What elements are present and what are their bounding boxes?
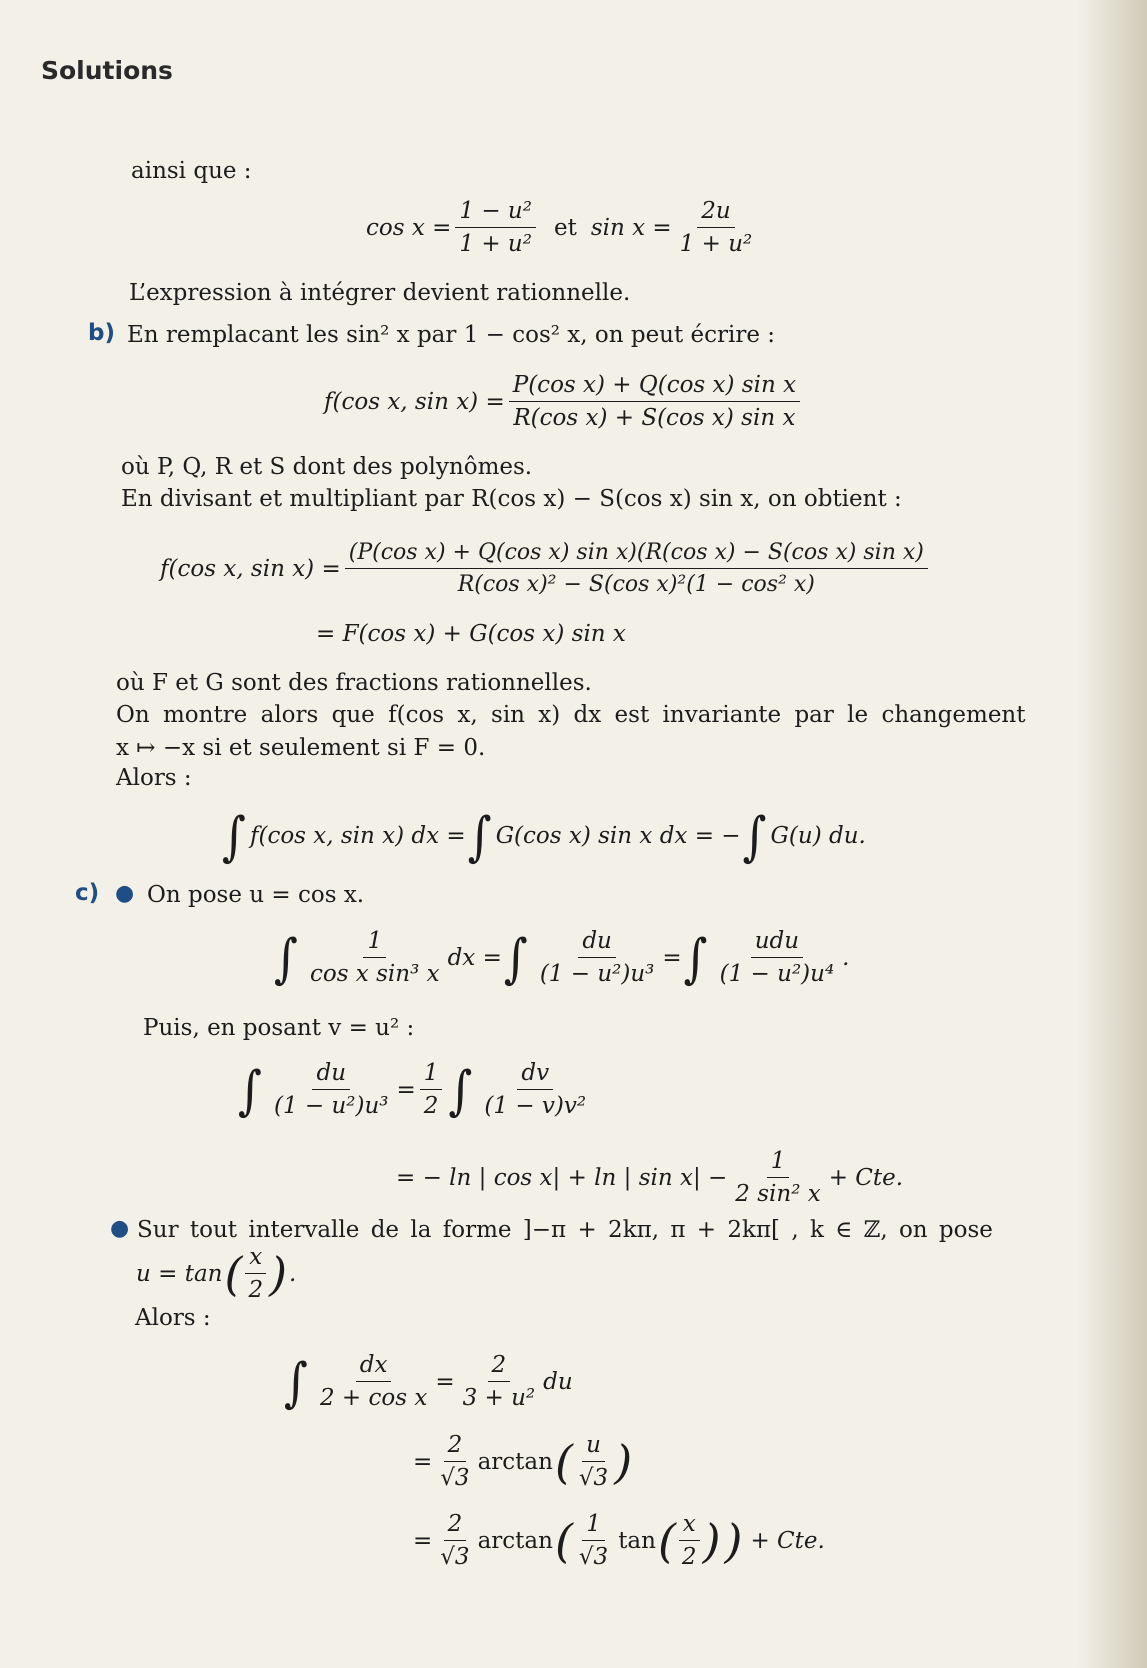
c-eq2-eq: = xyxy=(396,1076,416,1103)
c-eq3-eq3: = xyxy=(413,1527,433,1554)
c-eq2-line2 xyxy=(396,1148,903,1207)
c-eq1-frac3: $\frac{\text{udu}}{\text{(1 − u²)u⁴}}$ xyxy=(719,928,835,987)
b-line7: Alors : xyxy=(116,765,192,791)
paren-left: ( xyxy=(657,1513,676,1568)
paren-right: ) xyxy=(269,1246,288,1301)
paren-right: ) xyxy=(724,1513,743,1568)
f-fraction: $\frac{\text{P(cos x) + Q(cos x) sin x}}{\text{R(cos x) + S(cos x) sin x}}$ xyxy=(509,372,800,431)
g-equation xyxy=(160,540,932,597)
int-part3: G(u) du. xyxy=(770,823,866,849)
c-eq3-frac4: $\frac{u}{√3}$ xyxy=(578,1432,609,1491)
bullet-1: ● xyxy=(115,881,135,906)
page-edge-shadow xyxy=(1077,0,1147,1668)
b-line6: x ↦ −x si et seulement si F = 0. xyxy=(116,735,486,761)
c-eq3-line2 xyxy=(413,1432,634,1491)
arctan-word: arctan xyxy=(477,1448,553,1475)
c-eq3-du: du xyxy=(543,1368,573,1395)
int-part2: G(cos x) sin x dx = − xyxy=(495,823,741,849)
sin-lhs: sin x = xyxy=(590,214,672,241)
integral-sign: ∫ xyxy=(238,1058,262,1121)
c-eq2-line2-b: + Cte. xyxy=(828,1164,904,1191)
b-line4: où F et G sont des fractions rationnelles. xyxy=(116,670,592,696)
integral-equation xyxy=(220,804,866,868)
integral-sign: ∫ xyxy=(742,804,767,868)
page-header: Solutions xyxy=(41,56,173,85)
intro-text: ainsi que : xyxy=(131,158,252,184)
c-eq1-frac2: $\frac{du}{\text{(1 − u²)u³}}$ xyxy=(539,928,655,987)
c-eq2-frac2: $\frac{dv}{\text{(1 − v)v²}}$ xyxy=(484,1060,587,1119)
c-eq2-line2-frac: $\frac{1}{\text{2 sin² x}}$ xyxy=(735,1148,821,1207)
c-eq3-frac3: $\frac{2}{√3}$ xyxy=(440,1432,470,1491)
integral-sign: ∫ xyxy=(467,804,492,868)
cos-sin-equation xyxy=(366,198,760,257)
paren-left: ( xyxy=(224,1246,243,1301)
label-b: b) xyxy=(88,320,115,346)
integral-sign: ∫ xyxy=(274,926,298,989)
sin-fraction: $\frac{2u}{\text{1 + u²}}$ xyxy=(679,198,753,257)
label-c: c) xyxy=(75,880,100,906)
g-rhs: = F(cos x) + G(cos x) sin x xyxy=(316,621,626,647)
g-fraction: $\frac{\text{(P(cos x) + Q(cos x) sin x)(R(cos x) − S(cos x) sin x)}}{\text{R(cos x)² − S(cos x)²(1 − cos² x)}}$ xyxy=(345,540,928,597)
c-eq3-end: + Cte. xyxy=(750,1527,825,1554)
c-eq1-frac1: $\frac{1}{\text{cos x sin³ x}}$ xyxy=(309,928,440,987)
integral-sign: ∫ xyxy=(284,1350,308,1413)
c-eq2 xyxy=(236,1060,594,1119)
paren-right: ) xyxy=(614,1434,633,1489)
c-p2-line2 xyxy=(136,1244,296,1303)
g-lhs: f(cos x, sin x) = xyxy=(160,555,341,582)
c-eq2-line2-a: = − ln | cos x| + ln | sin x| − xyxy=(396,1164,728,1191)
c-p1-line: On pose u = cos x. xyxy=(147,882,365,908)
c-eq2-half: $\frac{1}{2}$ xyxy=(420,1060,443,1119)
integral-sign: ∫ xyxy=(503,926,528,989)
b-line2: où P, Q, R et S dont des polynômes. xyxy=(121,454,533,480)
c-puis-line: Puis, en posant v = u² : xyxy=(143,1015,415,1041)
c-p2-line2-a: u = tan xyxy=(136,1260,223,1287)
c-eq1 xyxy=(272,928,849,987)
c-p2-line1: Sur tout intervalle de la forme ]−π + 2kπ, π + 2kπ[ , k ∈ ℤ, on pose xyxy=(137,1217,993,1243)
c-p2-line2-b: . xyxy=(289,1260,297,1287)
c-eq1-eq: = xyxy=(662,944,682,971)
integral-sign: ∫ xyxy=(222,804,246,868)
f-lhs: f(cos x, sin x) = xyxy=(324,388,505,415)
integral-sign: ∫ xyxy=(683,926,708,989)
cos-fraction: $\frac{\text{1 − u²}}{\text{1 + u²}}$ xyxy=(455,198,536,257)
c-eq3-frac7: $\frac{x}{2}$ xyxy=(678,1511,701,1570)
conclusion-text: L’expression à intégrer devient rationnelle. xyxy=(129,280,631,306)
c-eq3-frac5: $\frac{2}{√3}$ xyxy=(440,1511,470,1570)
c-eq3-frac2: $\frac{2}{\text{3 + u²}}$ xyxy=(462,1352,536,1411)
int-part1: f(cos x, sin x) dx = xyxy=(249,823,466,849)
c-eq3-frac6: $\frac{1}{√3}$ xyxy=(578,1511,609,1570)
c-eq3-line3 xyxy=(413,1511,825,1570)
paren-left: ( xyxy=(554,1434,573,1489)
b-line3: En divisant et multipliant par R(cos x) − S(cos x) sin x, on obtient : xyxy=(121,486,902,512)
c-eq3-eq2: = xyxy=(413,1448,433,1475)
c-eq2-frac1: $\frac{du}{\text{(1 − u²)u³}}$ xyxy=(273,1060,389,1119)
c-eq1-mid: dx = xyxy=(447,944,502,971)
c-eq3-eq1: = xyxy=(435,1368,455,1395)
c-eq1-end: . xyxy=(842,944,850,971)
arctan-word-2: arctan xyxy=(477,1527,553,1554)
paren-left: ( xyxy=(554,1513,573,1568)
c-eq3 xyxy=(282,1352,573,1411)
b-line5: On montre alors que f(cos x, sin x) dx est invariante par le changement xyxy=(116,702,1026,728)
paren-right: ) xyxy=(702,1513,721,1568)
integral-sign: ∫ xyxy=(448,1058,473,1121)
f-equation xyxy=(324,372,804,431)
bullet-2: ● xyxy=(110,1216,130,1241)
tan-word: tan xyxy=(618,1527,656,1554)
c-eq3-frac1: $\frac{dx}{\text{2 + cos x}}$ xyxy=(319,1352,428,1411)
x-over-2: $\frac{x}{2}$ xyxy=(244,1244,267,1303)
cos-lhs: cos x = xyxy=(366,214,452,241)
et-word: et xyxy=(553,214,577,241)
c-p2-alors: Alors : xyxy=(135,1305,211,1331)
b-line1: En remplacant les sin² x par 1 − cos² x, on peut écrire : xyxy=(127,322,776,348)
